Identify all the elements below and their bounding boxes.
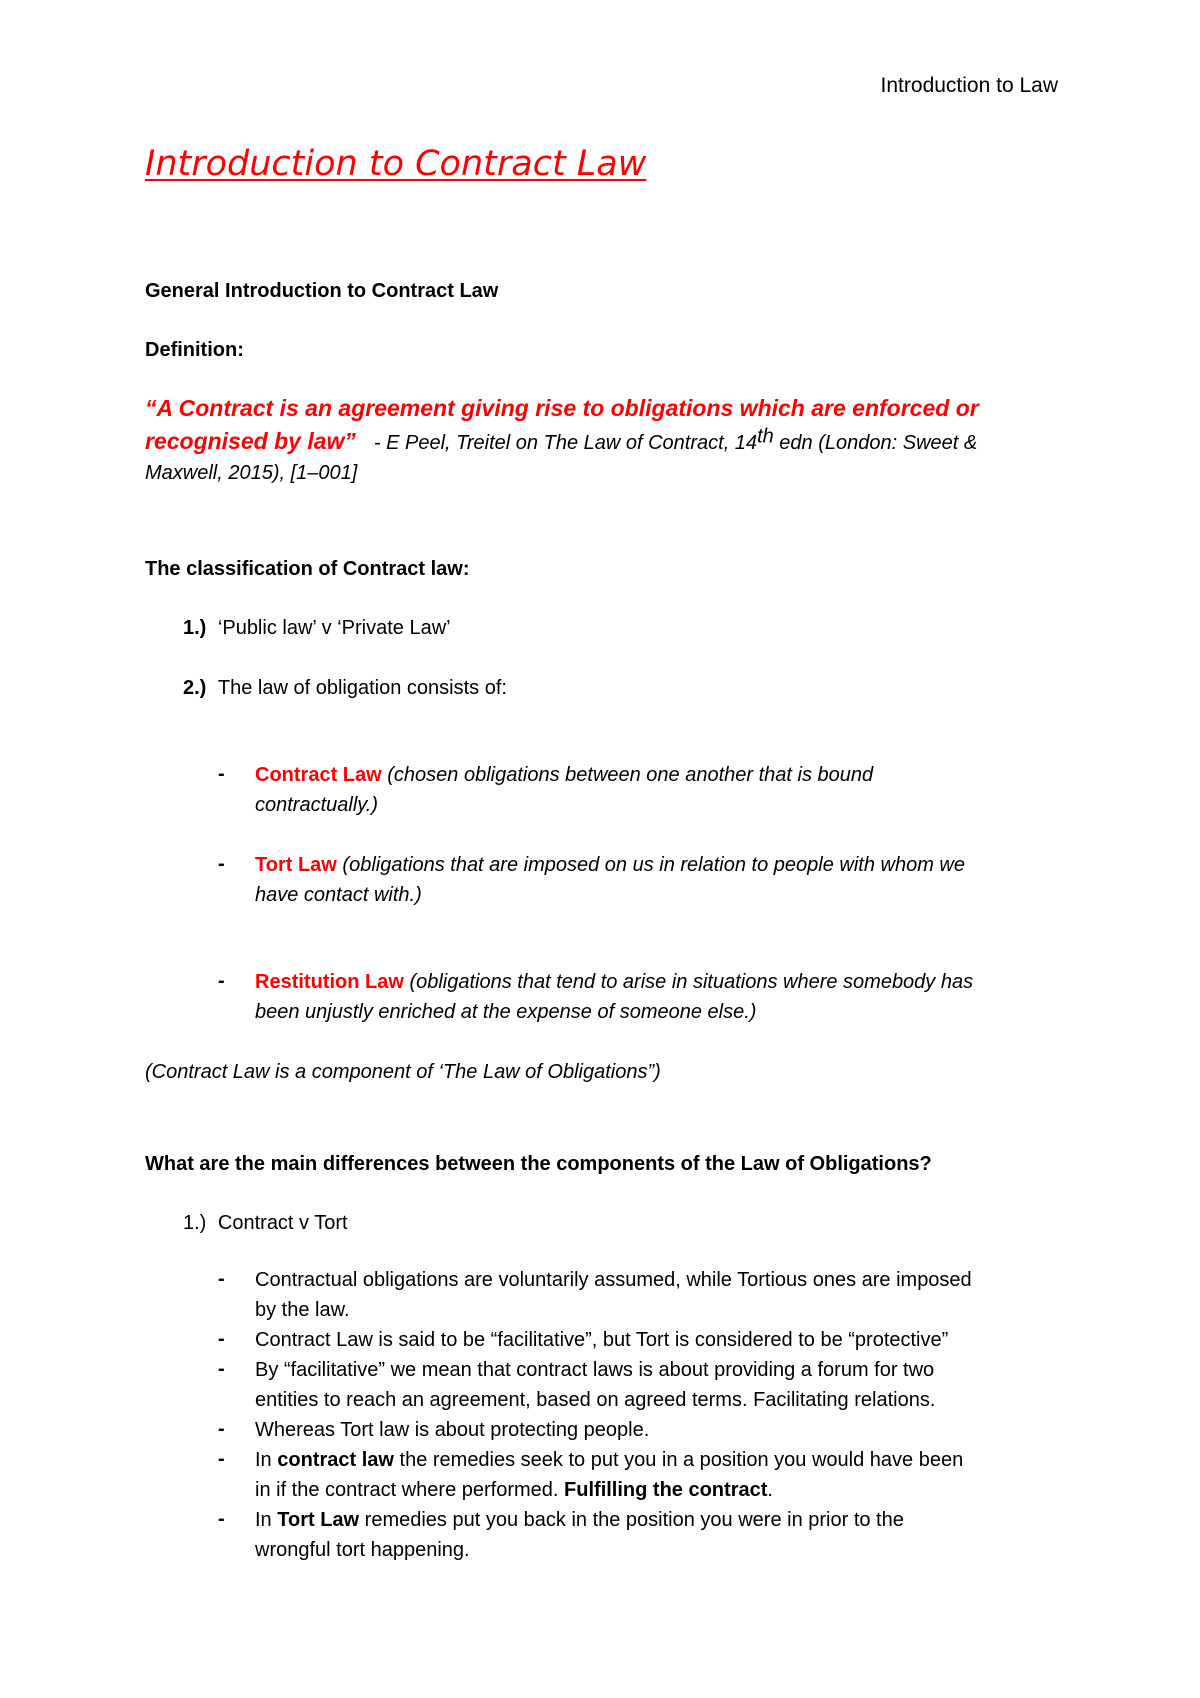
bullet-dash: - [218, 853, 225, 875]
remedy-term: contract law [277, 1449, 394, 1471]
difference-item [255, 1265, 1065, 1325]
bullet-dash: - [218, 1448, 225, 1470]
citation-superscript: th [757, 425, 774, 448]
difference-text: Contract Law is said to be “facilitative”, but Tort is considered to be “protective” [255, 1329, 949, 1351]
definition-quote-line-1: “A Contract is an agreement giving rise to obligations which are enforced or [145, 395, 979, 421]
remedy-text: remedies put you back in the position you were in prior to the [359, 1509, 904, 1531]
bullet-dash: - [218, 970, 225, 992]
obligation-type-desc: (chosen obligations between one another that is bound [381, 764, 874, 786]
difference-text: By “facilitative” we mean that contract laws is about providing a forum for two [255, 1359, 935, 1381]
obligation-type-name: Restitution Law [255, 971, 404, 993]
classification-heading: The classification of Contract law: [145, 558, 470, 580]
remedy-contract-item [255, 1445, 1065, 1505]
obligation-type-desc: (obligations that tend to arise in situations where somebody has [403, 971, 974, 993]
citation-part-a: - E Peel, Treitel on The Law of Contract, 14 [373, 432, 758, 454]
classification-item-text: The law of obligation consists of: [217, 677, 507, 699]
obligation-type-desc: (obligations that are imposed on us in relation to people with whom we [336, 854, 965, 876]
document-title: Introduction to Contract Law [145, 144, 647, 184]
remedy-emphasis: Fulfilling the contract [564, 1479, 768, 1501]
classification-item-number: 2.) [183, 677, 207, 699]
definition-quote-end: recognised by law” [145, 428, 356, 454]
remedy-text: In [255, 1509, 278, 1531]
bullet-dash: - [218, 1508, 225, 1530]
remedy-tort-item [255, 1505, 1065, 1565]
remedy-text: wrongful tort happening. [255, 1539, 470, 1561]
definition-quote-line-2 [145, 425, 978, 455]
classification-item-1 [183, 613, 451, 643]
bullet-dash: - [218, 763, 225, 785]
obligation-type-desc-cont: contractually.) [255, 794, 379, 816]
page-header: Introduction to Law [880, 74, 1058, 97]
obligation-type-name: Contract Law [255, 764, 382, 786]
difference-text: Whereas Tort law is about protecting people. [255, 1419, 650, 1441]
obligation-type-name: Tort Law [255, 854, 337, 876]
bullet-dash: - [218, 1328, 225, 1350]
component-note: (Contract Law is a component of ‘The Law of Obligations”) [145, 1061, 661, 1083]
remedy-term: Tort Law [277, 1509, 360, 1531]
classification-item-text: ‘Public law’ v ‘Private Law’ [217, 617, 451, 639]
obligation-type-restitution [255, 967, 1065, 1027]
citation-part-b: edn (London: Sweet & [773, 432, 978, 454]
obligation-type-desc-cont: have contact with.) [255, 884, 422, 906]
general-heading: General Introduction to Contract Law [145, 280, 499, 302]
difference-item [255, 1355, 1065, 1415]
classification-item-2 [183, 673, 507, 703]
contract-v-tort-label: Contract v Tort [217, 1212, 348, 1234]
obligation-type-desc-cont: been unjustly enriched at the expense of someone else.) [255, 1001, 757, 1023]
difference-text-cont: by the law. [255, 1299, 350, 1321]
remedy-text: the remedies seek to put you in a position you would have been [393, 1449, 964, 1471]
remedy-text: In [255, 1449, 278, 1471]
bullet-dash: - [218, 1418, 225, 1440]
difference-item [255, 1325, 1065, 1355]
citation-line-2: Maxwell, 2015), [1–001] [145, 462, 358, 484]
differences-heading: What are the main differences between the components of the Law of Obligations? [145, 1153, 932, 1175]
definition-label: Definition: [145, 339, 244, 361]
difference-text-cont: entities to reach an agreement, based on agreed terms. Facilitating relations. [255, 1389, 936, 1411]
bullet-dash: - [218, 1358, 225, 1380]
obligation-type-tort [255, 850, 1065, 910]
difference-item [255, 1415, 1065, 1445]
difference-text: Contractual obligations are voluntarily assumed, while Tortious ones are imposed [255, 1269, 972, 1291]
obligation-type-contract [255, 760, 1065, 820]
remedy-text: . [767, 1479, 773, 1501]
bullet-dash: - [218, 1268, 225, 1290]
contract-v-tort-item [183, 1208, 348, 1238]
contract-v-tort-number: 1.) [183, 1212, 207, 1234]
remedy-text: in if the contract where performed. [255, 1479, 565, 1501]
classification-item-number: 1.) [183, 617, 207, 639]
